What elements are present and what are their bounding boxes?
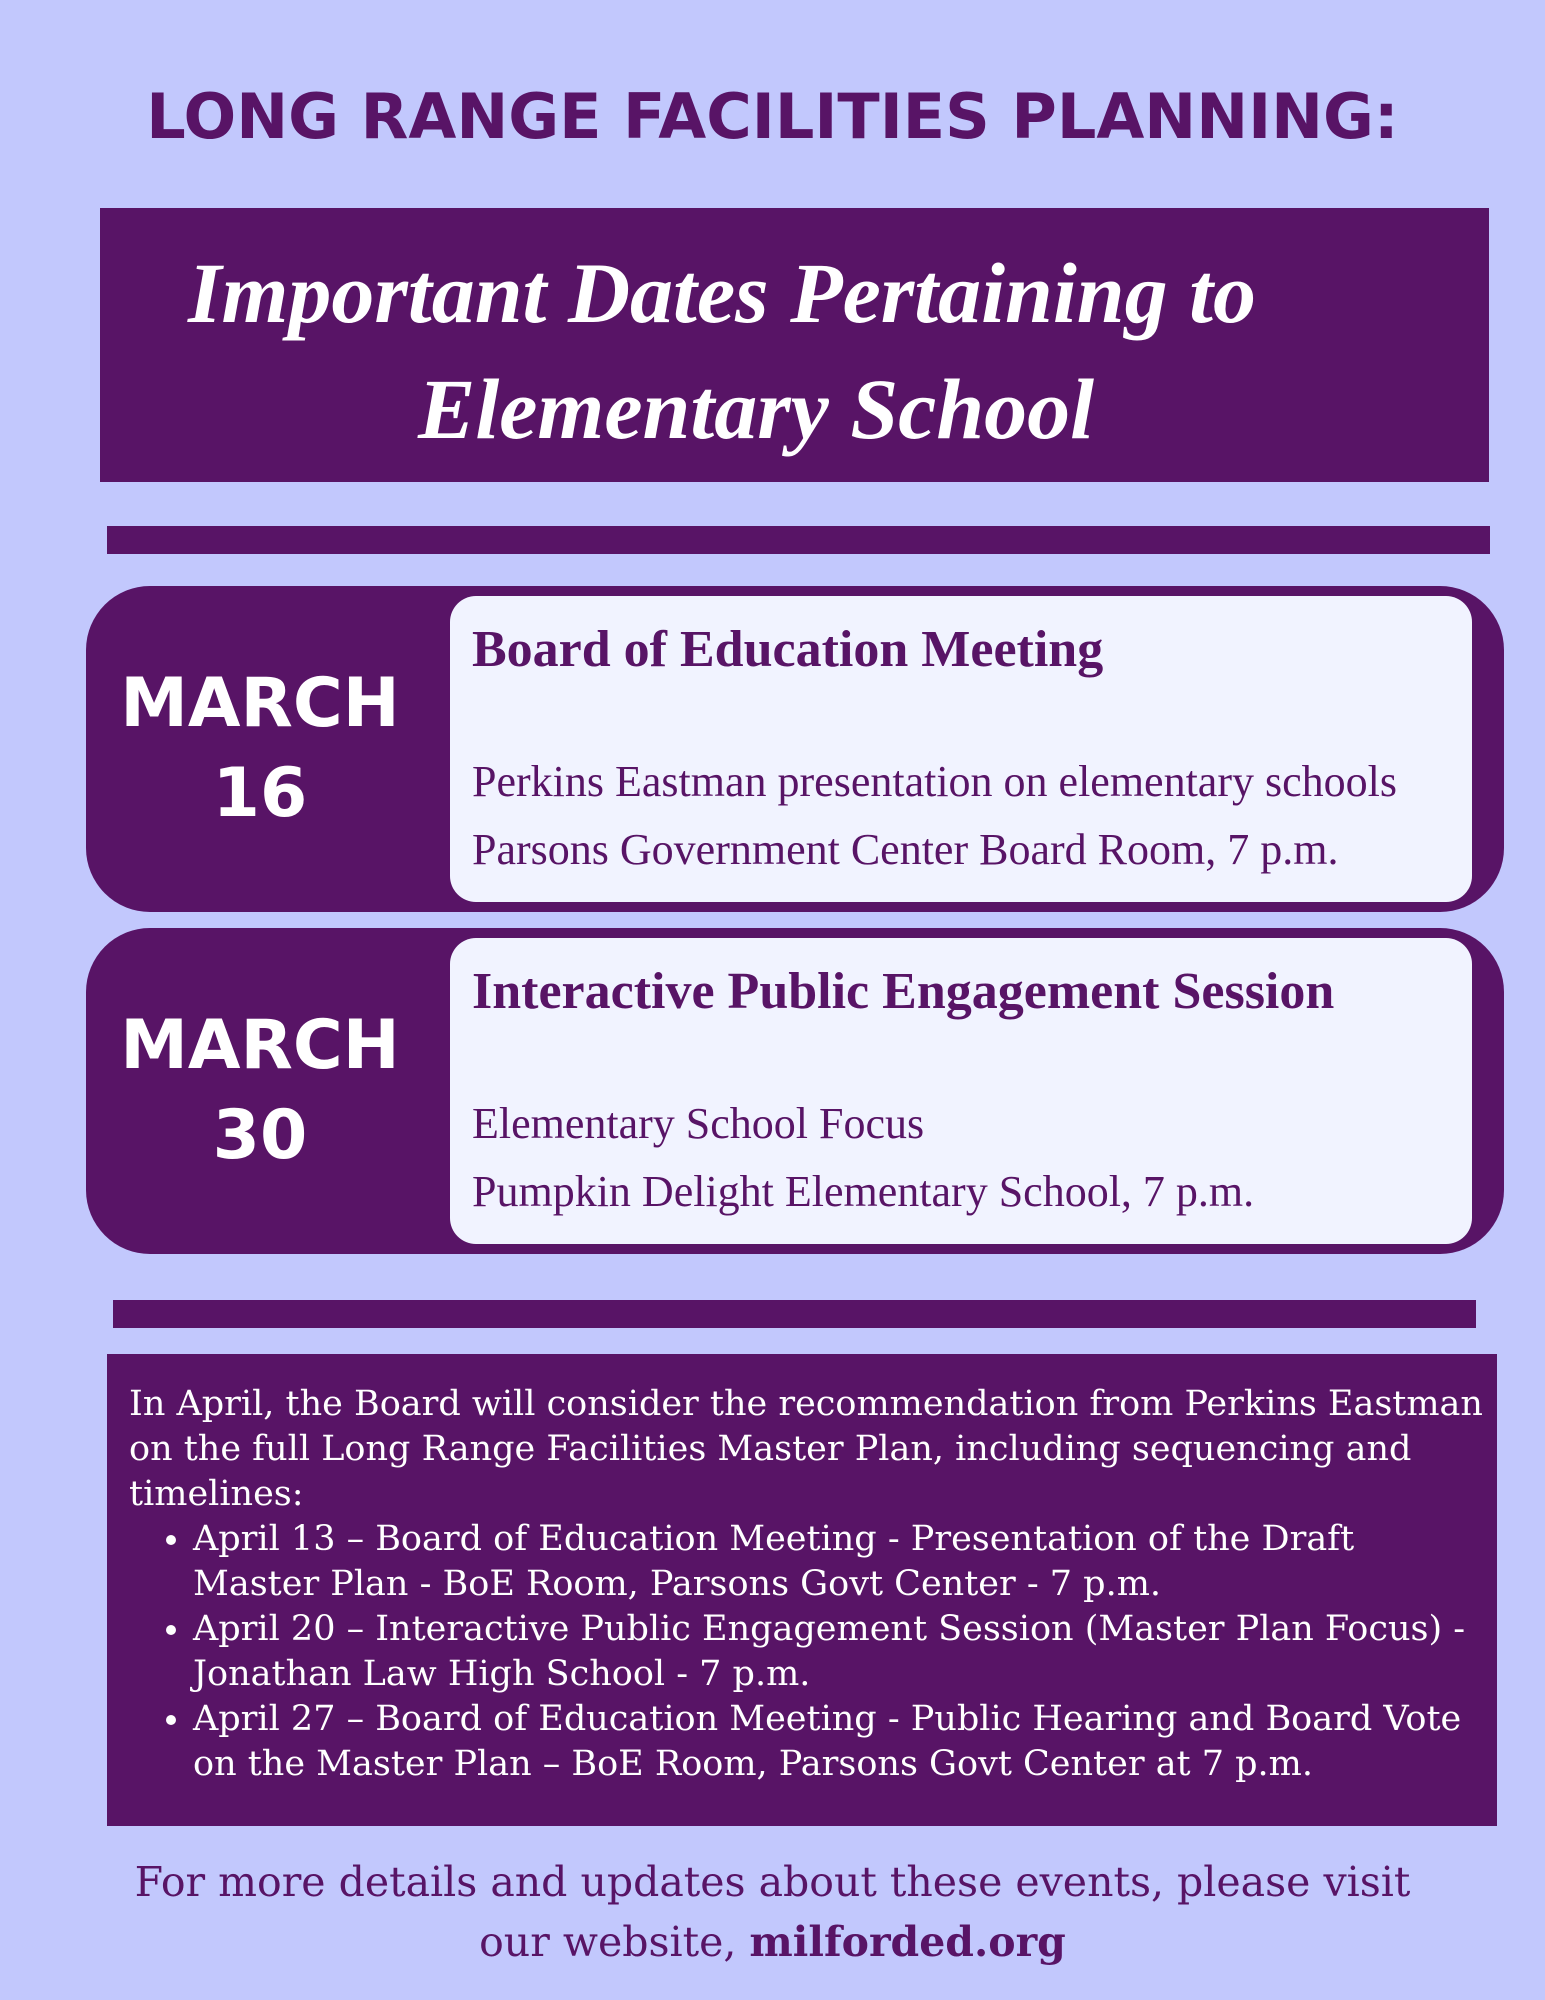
april-info-box <box>107 1354 1497 1826</box>
event-title: Board of Education Meeting <box>472 621 1104 678</box>
title-line-1: Important Dates Pertaining to <box>188 245 1256 341</box>
event-title: Interactive Public Engagement Session <box>472 963 1335 1020</box>
divider-top <box>107 526 1490 554</box>
april-dates-list <box>129 1517 1483 1787</box>
event-day: 30 <box>212 1096 308 1175</box>
divider-bottom <box>113 1300 1476 1328</box>
footer-line-2 <box>0 1912 1545 1972</box>
event-details <box>450 596 1472 902</box>
event-location: Pumpkin Delight Elementary School, 7 p.m. <box>472 1167 1255 1216</box>
event-day: 16 <box>212 754 308 833</box>
footer-prefix: our website, <box>479 1918 750 1966</box>
list-item: • April 13 – Board of Education Meeting - Presentation of the Draft Master Plan - BoE Room, Parsons Govt Center - 7 p.m. <box>193 1517 1483 1607</box>
website-link[interactable]: milforded.org <box>749 1918 1066 1966</box>
event-date <box>86 586 434 912</box>
event-card-march-16 <box>86 586 1504 912</box>
list-item: • April 20 – Interactive Public Engagement Session (Master Plan Focus) - Jonathan Law High School - 7 p.m. <box>193 1607 1483 1697</box>
event-description: Elementary School Focus <box>472 1099 925 1148</box>
footer-note <box>0 1852 1545 1972</box>
footer-line-1: For more details and updates about these events, please visit <box>134 1858 1411 1906</box>
event-card-march-30 <box>86 928 1504 1254</box>
event-details <box>450 938 1472 1244</box>
event-description: Perkins Eastman presentation on elementary schools <box>472 757 1397 806</box>
event-location: Parsons Government Center Board Room, 7 p.m. <box>472 825 1339 874</box>
event-month: MARCH <box>120 1006 400 1085</box>
event-month: MARCH <box>120 664 400 743</box>
list-item: • April 27 – Board of Education Meeting - Public Hearing and Board Vote on the Master Plan – BoE Room, Parsons Govt Center at 7 p.m. <box>193 1697 1483 1787</box>
info-intro: In April, the Board will consider the recommendation from Perkins Eastman on the full Long Range Facilities Master Plan, including sequencing and timelines: <box>129 1384 1483 1514</box>
title-line-2: Elementary School <box>418 361 1095 457</box>
event-date <box>86 928 434 1254</box>
page-title: LONG RANGE FACILITIES PLANNING: <box>146 80 1399 153</box>
title-banner <box>100 208 1489 482</box>
